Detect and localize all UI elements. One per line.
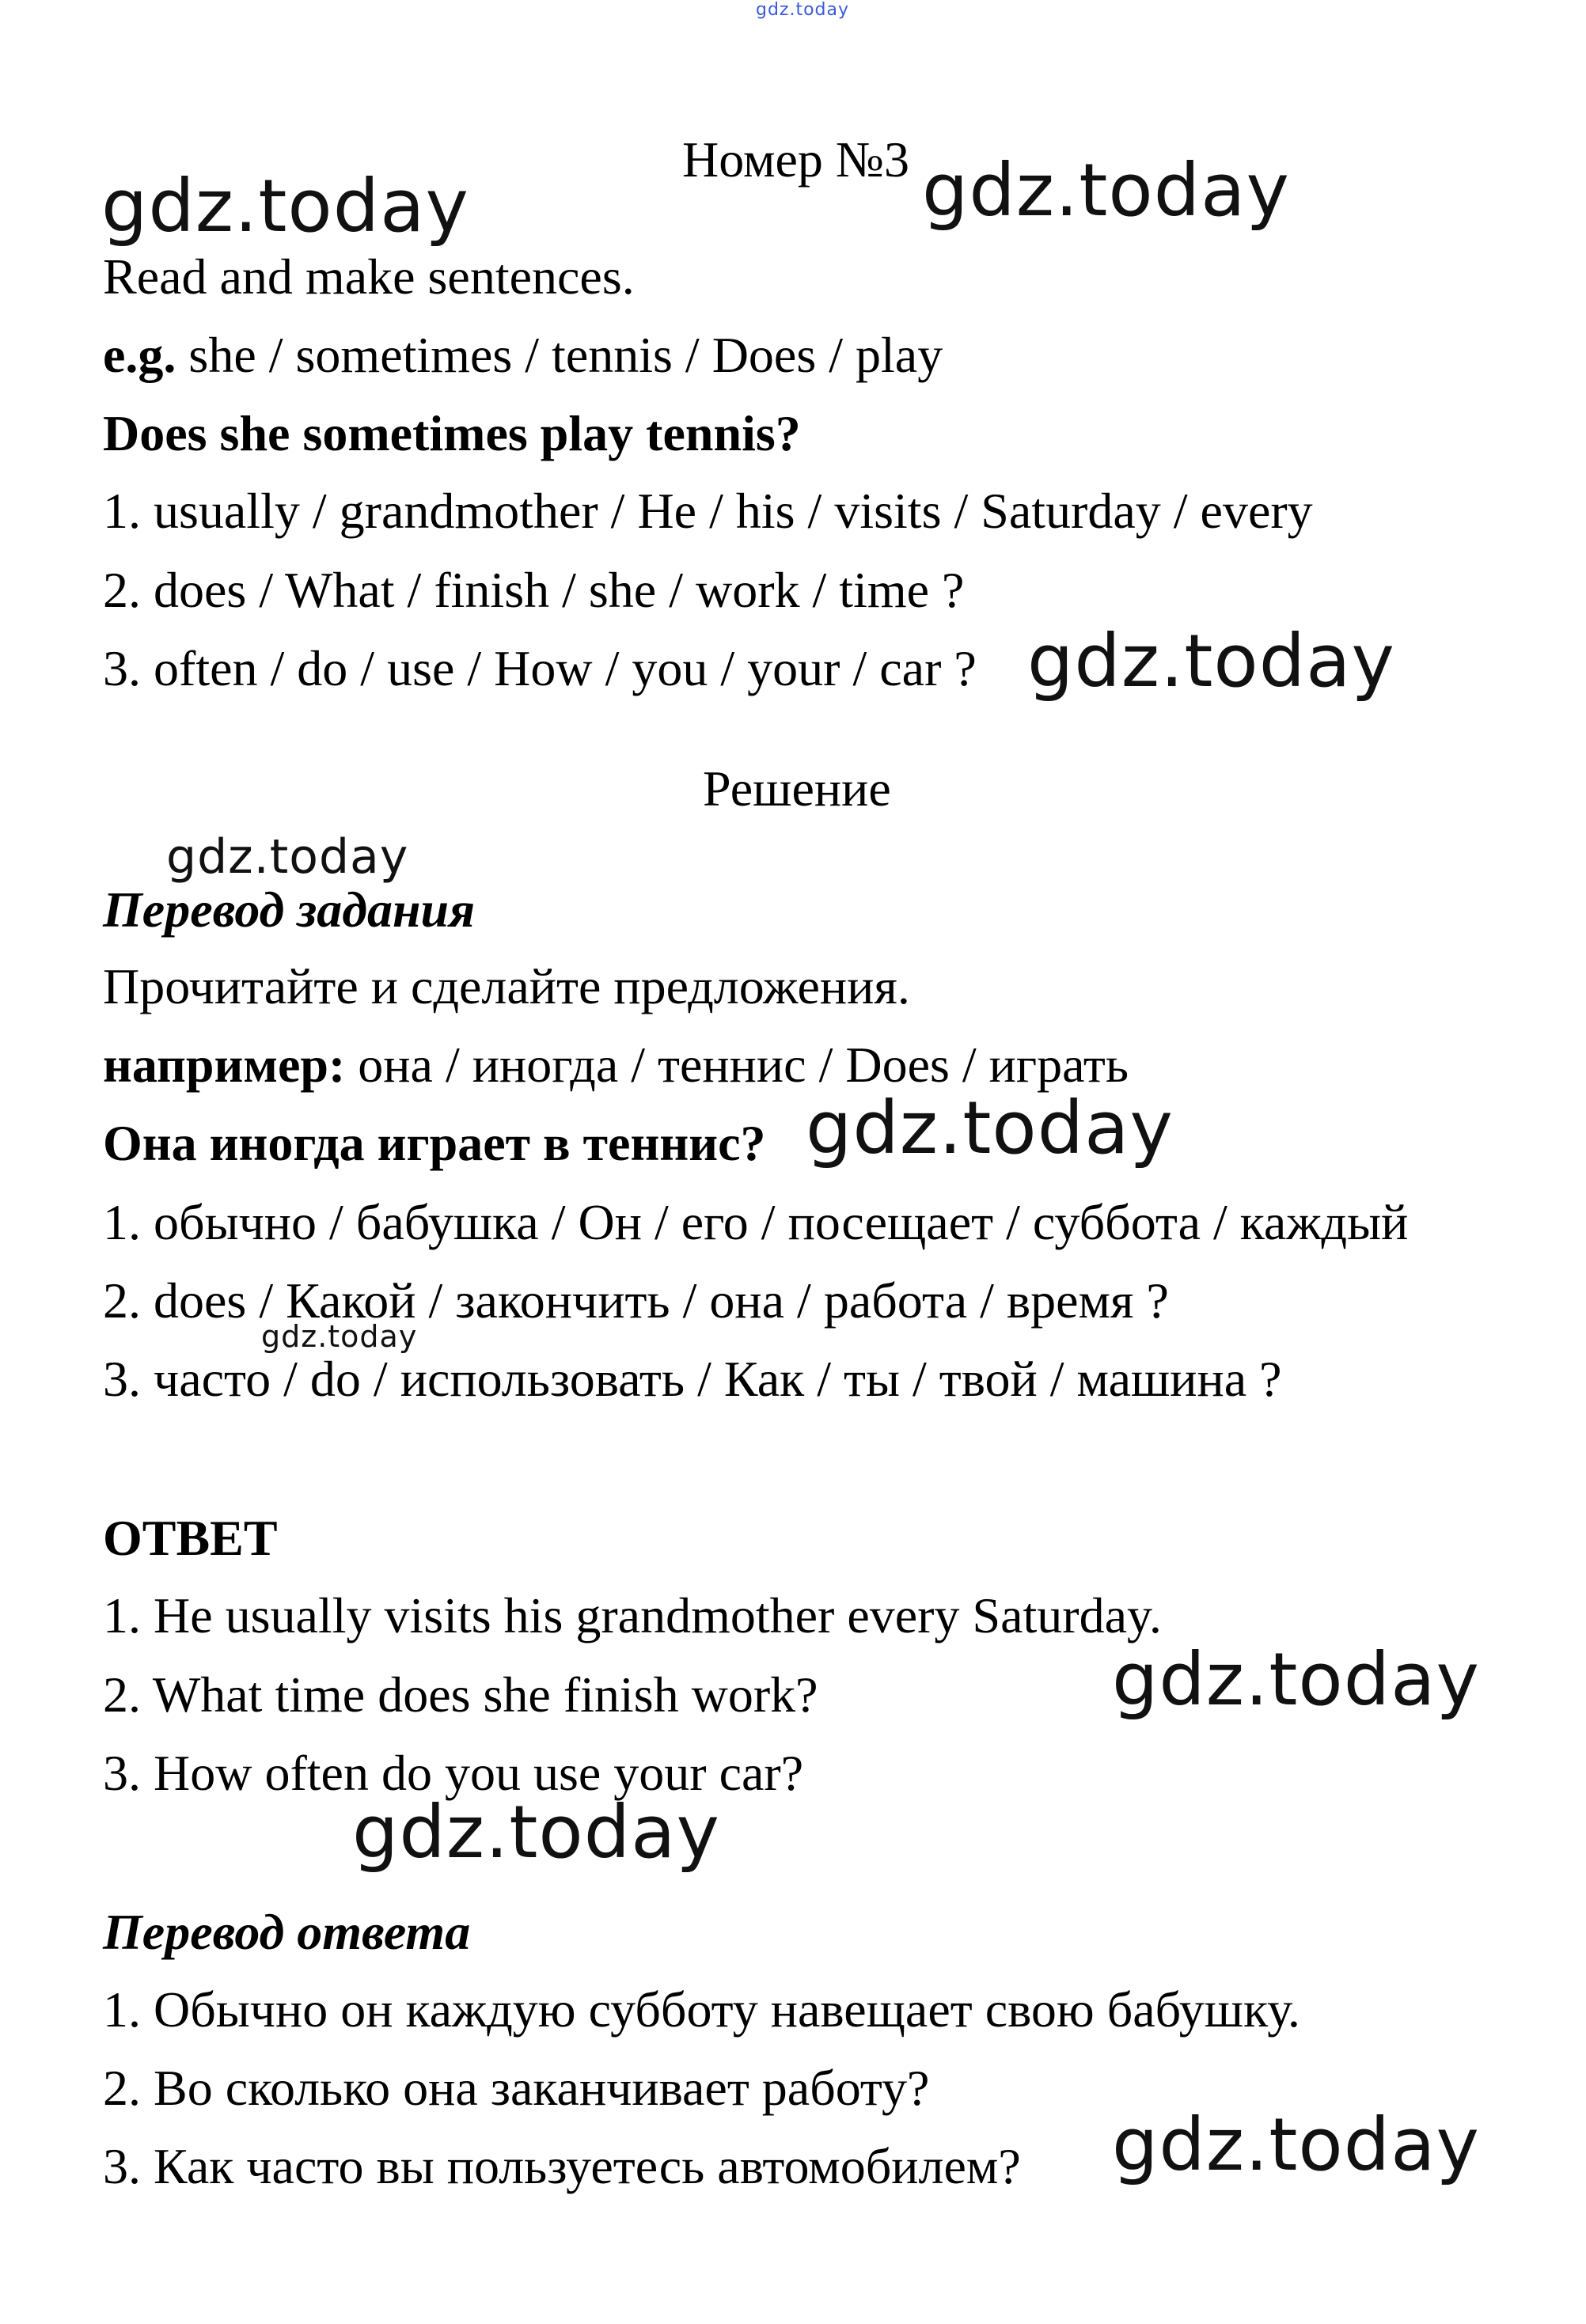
watermark-top: gdz.today: [756, 0, 850, 20]
watermark: gdz.today: [261, 1319, 418, 1354]
answer-translation-item: 3. Как часто вы пользуетесь автомобилем?: [103, 2138, 1021, 2194]
translation-heading: Перевод задания: [103, 881, 476, 938]
task-item: 2. does / What / finish / she / work / time ?: [103, 562, 965, 618]
watermark: gdz.today: [806, 1086, 1174, 1170]
task-instruction: Read and make sentences.: [103, 248, 635, 305]
answer-heading: ОТВЕТ: [103, 1510, 278, 1566]
answer-item: 3. How often do you use your car?: [103, 1745, 804, 1801]
translation-item: 3. часто / do / использовать / Как / ты / твой / машина ?: [103, 1351, 1282, 1407]
translation-example-answer: Она иногда играет в теннис?: [103, 1115, 766, 1171]
task-item: 1. usually / grandmother / He / his / visits / Saturday / every: [103, 483, 1313, 539]
watermark: gdz.today: [922, 148, 1290, 233]
translation-item: 2. does / Какой / закончить / она / работа / время ?: [103, 1272, 1169, 1329]
translation-example-label: например:: [103, 1037, 346, 1093]
page-title: Номер №3: [682, 131, 909, 188]
example-words: she / sometimes / tennis / Does / play: [176, 327, 943, 383]
answer-item: 1. He usually visits his grandmother every Saturday.: [103, 1587, 1162, 1643]
answer-translation-item: 1. Обычно он каждую субботу навещает свою бабушку.: [103, 1981, 1300, 2038]
task-item: 3. often / do / use / How / you / your / car ?: [103, 640, 977, 696]
watermark: gdz.today: [1027, 619, 1395, 703]
solution-heading: Решение: [703, 760, 891, 817]
answer-translation-heading: Перевод ответа: [103, 1904, 471, 1960]
task-example-answer: Does she sometimes play tennis?: [103, 405, 801, 461]
watermark: gdz.today: [352, 1790, 720, 1875]
translation-instruction: Прочитайте и сделайте предложения.: [103, 958, 910, 1014]
example-label: e.g.: [103, 327, 176, 383]
watermark: gdz.today: [1112, 1637, 1480, 1722]
answer-item: 2. What time does she finish work?: [103, 1666, 818, 1723]
translation-example: [103, 1037, 1129, 1093]
task-example: [103, 327, 943, 383]
watermark: gdz.today: [1112, 2102, 1480, 2187]
translation-item: 1. обычно / бабушка / Он / его / посещает / суббота / каждый: [103, 1194, 1409, 1250]
watermark: gdz.today: [166, 829, 409, 885]
translation-example-words: она / иногда / теннис / Does / играть: [345, 1037, 1129, 1093]
answer-translation-item: 2. Во сколько она заканчивает работу?: [103, 2060, 930, 2116]
watermark: gdz.today: [101, 164, 469, 248]
